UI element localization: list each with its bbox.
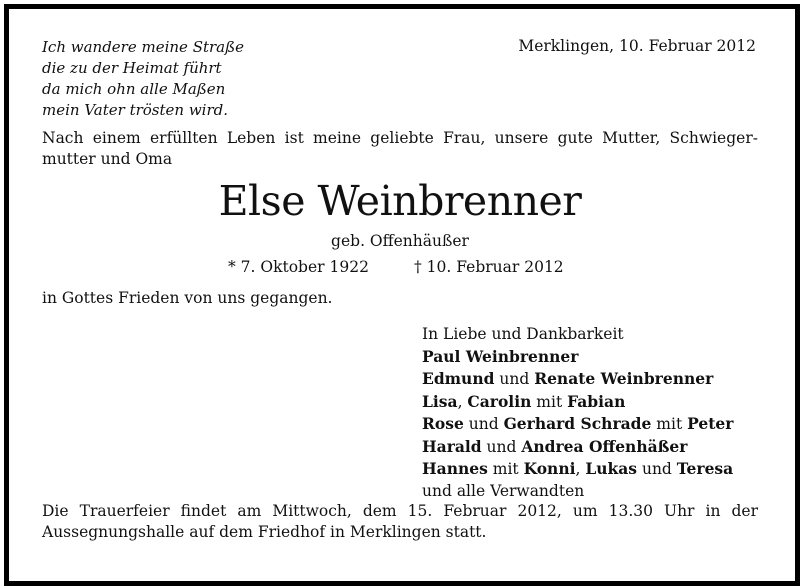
family-connector: mit (487, 460, 524, 478)
family-member-name: Harald (422, 436, 482, 456)
deceased-name: Else Weinbrenner (218, 177, 582, 225)
poem (42, 37, 244, 121)
poem-line: da mich ohn alle Maßen (42, 80, 226, 98)
family-connector: und (463, 415, 504, 433)
family-member-name: Lisa (422, 391, 458, 411)
birth-name: geb. Offenhäußer (331, 232, 469, 250)
passed-text: in Gottes Frieden von uns gegangen. (42, 289, 333, 307)
family-members (422, 346, 733, 503)
family-member-name: Lukas (585, 459, 638, 478)
family-member-name: Fabian (567, 391, 626, 411)
family-block (422, 324, 733, 502)
family-member-name: Hannes (422, 459, 488, 478)
family-member-name: Rose (422, 414, 464, 433)
family-connector: mit (651, 415, 688, 433)
family-member-name: Carolin (467, 391, 532, 411)
family-line (422, 481, 733, 503)
family-connector: , (457, 392, 468, 411)
poem-line: mein Vater trösten wird. (42, 101, 229, 119)
family-connector: und alle Verwandten (422, 481, 585, 500)
family-member-name: Konni (523, 459, 576, 478)
death-date: † 10. Februar 2012 (414, 258, 564, 276)
family-line (422, 458, 733, 481)
family-line (422, 346, 733, 369)
family-member-name: Gerhard Schrade (503, 414, 652, 433)
family-connector: und (481, 437, 522, 456)
family-member-name: Paul Weinbrenner (422, 346, 579, 366)
family-member-name: Andrea Offenhäßer (521, 436, 688, 456)
family-connector: und (494, 370, 535, 388)
birth-date: * 7. Oktober 1922 (228, 258, 369, 276)
family-member-name: Teresa (676, 459, 734, 478)
family-member-name: Peter (687, 414, 734, 433)
family-connector: mit (531, 392, 568, 411)
family-line (422, 368, 733, 391)
place-date: Merklingen, 10. Februar 2012 (518, 37, 756, 55)
family-connector: und (637, 460, 677, 478)
family-line (422, 413, 733, 436)
family-line (422, 436, 733, 459)
family-heading: In Liebe und Dankbarkeit (422, 325, 624, 343)
family-member-name: Edmund (422, 369, 495, 388)
intro-text: Nach einem erfüllten Leben ist meine geliebte Frau, unsere gute Mutter, Schwiegermutter und Oma (42, 129, 758, 168)
family-connector: , (575, 460, 586, 478)
family-line (422, 391, 733, 414)
funeral-text: Die Trauerfeier findet am Mittwoch, dem 15. Februar 2012, um 13.30 Uhr in der Aussegnungshalle auf dem Friedhof in Merklingen statt. (42, 502, 758, 541)
poem-line: die zu der Heimat führt (42, 59, 222, 77)
poem-line: Ich wandere meine Straße (42, 38, 245, 56)
family-member-name: Renate Weinbrenner (534, 369, 714, 388)
